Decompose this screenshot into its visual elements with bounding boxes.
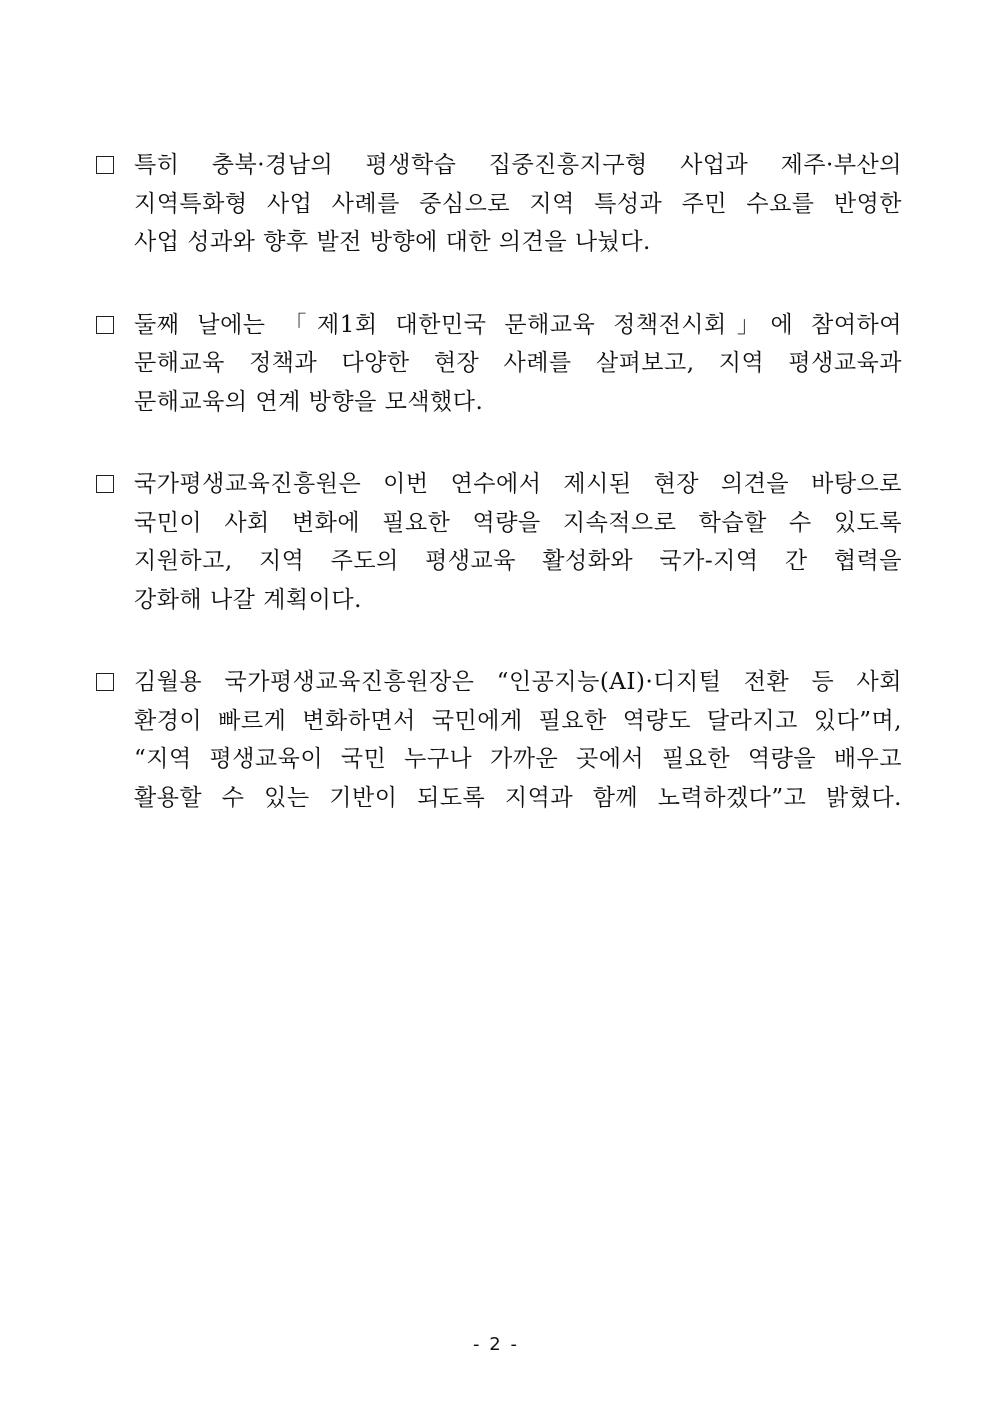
paragraph-line: 지원하고, 지역 주도의 평생교육 활성화와 국가-지역 간 협력을 bbox=[134, 548, 902, 574]
checkbox-bullet-icon bbox=[96, 475, 114, 493]
paragraph-line: 국민이 사회 변화에 필요한 역량을 지속적으로 학습할 수 있도록 bbox=[134, 509, 902, 536]
checkbox-bullet-icon bbox=[96, 316, 114, 334]
checkbox-bullet-icon bbox=[96, 673, 114, 691]
paragraph-2 bbox=[96, 306, 902, 422]
paragraph-line: “지역 평생교육이 국민 누구나 가까운 곳에서 필요한 역량을 배우고 bbox=[134, 746, 902, 772]
paragraph-line: 환경이 빠르게 변화하면서 국민에게 필요한 역량도 달라지고 있다”며, bbox=[134, 707, 902, 734]
paragraph-line: 사업 성과와 향후 발전 방향에 대한 의견을 나눴다. bbox=[134, 229, 651, 255]
paragraph-line: 김월용 국가평생교육진흥원장은 “인공지능(AI)·디지털 전환 등 사회 bbox=[134, 669, 902, 695]
paragraph-line: 문해교육 정책과 다양한 현장 사례를 살펴보고, 지역 평생교육과 bbox=[134, 350, 902, 376]
page-number: - 2 - bbox=[473, 1334, 519, 1355]
paragraph-line: 문해교육의 연계 방향을 모색했다. bbox=[134, 388, 484, 415]
paragraph-line: 둘째 날에는 「제1회 대한민국 문해교육 정책전시회」에 참여하여 bbox=[134, 311, 902, 338]
paragraph-line: 특히 충북·경남의 평생학습 집중진흥지구형 사업과 제주·부산의 bbox=[134, 152, 902, 178]
paragraph-3 bbox=[96, 465, 902, 619]
paragraph-line: 지역특화형 사업 사례를 중심으로 지역 특성과 주민 수요를 반영한 bbox=[134, 190, 902, 217]
document-body bbox=[96, 146, 902, 861]
paragraph-line: 활용할 수 있는 기반이 되도록 지역과 함께 노력하겠다”고 밝혔다. bbox=[134, 784, 902, 811]
paragraph-1 bbox=[96, 146, 902, 262]
checkbox-bullet-icon bbox=[96, 156, 114, 174]
paragraph-4 bbox=[96, 663, 902, 817]
paragraph-line: 강화해 나갈 계획이다. bbox=[134, 586, 362, 613]
paragraph-line: 국가평생교육진흥원은 이번 연수에서 제시된 현장 의견을 바탕으로 bbox=[134, 471, 902, 497]
